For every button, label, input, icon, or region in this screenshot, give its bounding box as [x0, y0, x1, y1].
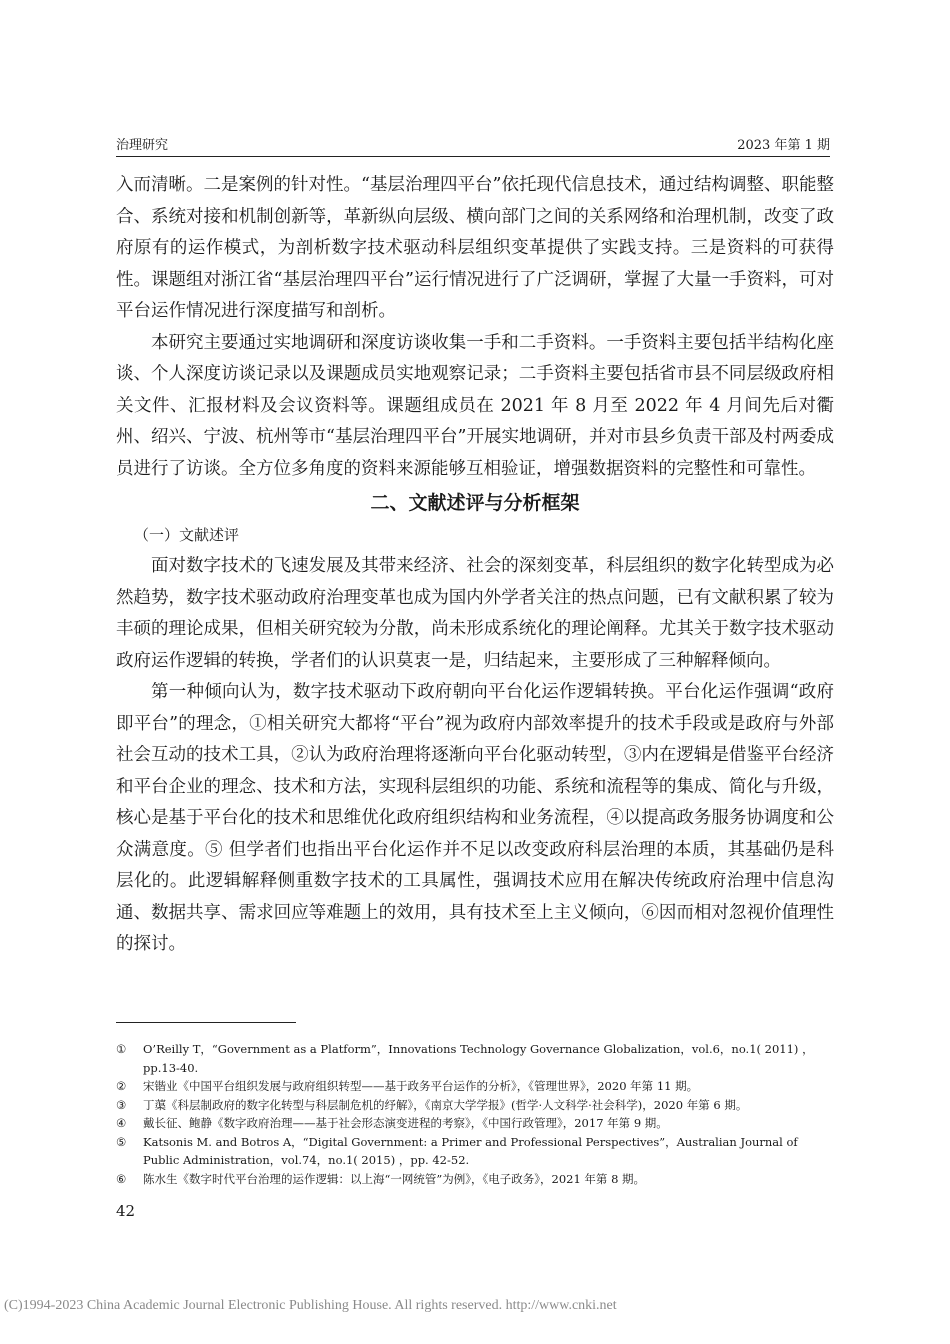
main-text	[116, 170, 834, 961]
footnote-number: ⑤	[116, 1134, 127, 1149]
footnote-text: Katsonis M. and Botros A，“Digital Government: a Primer and Professional Perspectives”，Australian Journal of Public Administration，vol.74，no.1( 2015) ，pp. 42-52.	[143, 1134, 798, 1167]
paragraph: 本研究主要通过实地调研和深度访谈收集一手和二手资料。一手资料主要包括半结构化座谈、个人深度访谈记录以及课题成员实地观察记录；二手资料主要包括省市县不同层级政府相关文件、汇报材料及会议资料等。课题组成员在 2021 年 8 月至 2022 年 4 月间先后对衢州、绍兴、宁波、杭州等市“基层治理四平台”开展实地调研，并对市县乡负责干部及村两委成员进行了访谈。全方位多角度的资料来源能够互相验证，增强数据资料的完整性和可靠性。	[116, 332, 834, 479]
subsection-heading: （一）文献述评	[134, 525, 240, 544]
journal-name: 治理研究	[116, 138, 169, 153]
paragraph: 第一种倾向认为，数字技术驱动下政府朝向平台化运作逻辑转换。平台化运作强调“政府即平台”的理念，①相关研究大都将“平台”视为政府内部效率提升的技术手段或是政府与外部社会互动的技术工具，②认为政府治理将逐渐向平台化驱动转型，③内在逻辑是借鉴平台经济和平台企业的理念、技术和方法，实现科层组织的功能、系统和流程等的集成、简化与升级，核心是基于平台化的技术和思维优化政府组织结构和业务流程，④以提高政务服务协调度和公众满意度。⑤ 但学者们也指出平台化运作并不足以改变政府科层治理的本质，其基础仍是科层化的。此逻辑解释侧重数字技术的工具属性，强调技术应用在解决传统政府治理中信息沟通、数据共享、需求回应等难题上的效用，具有技术至上主义倾向，⑥因而相对忽视价值理性的探讨。	[116, 682, 834, 954]
footnote-rule	[116, 1022, 296, 1023]
footnotes	[116, 1040, 834, 1188]
header-rule	[116, 156, 830, 157]
paragraph: 入而清晰。二是案例的针对性。“基层治理四平台”依托现代信息技术，通过结构调整、职能整合、系统对接和机制创新等，革新纵向层级、横向部门之间的关系网络和治理机制，改变了政府原有的运作模式，为剖析数字技术驱动科层组织变革提供了实践支持。三是资料的可获得性。课题组对浙江省“基层治理四平台”运行情况进行了广泛调研，掌握了大量一手资料，可对平台运作情况进行深度描写和剖析。	[116, 175, 834, 321]
footnote	[116, 1096, 834, 1115]
footnote-number: ①	[116, 1042, 127, 1056]
page-number: 42	[116, 1202, 136, 1220]
footnote-number: ④	[116, 1116, 127, 1130]
footnote-number: ③	[116, 1097, 127, 1112]
footnote	[116, 1077, 834, 1096]
footnote-text: O’Reilly T，“Government as a Platform”，Innovations Technology Governance Globalization，vol.6，no.1( 2011) ，pp.13-40.	[143, 1042, 814, 1075]
footnote-number: ⑥	[116, 1171, 127, 1186]
section-heading: 二、文献述评与分析框架	[370, 492, 580, 514]
footnote-number: ②	[116, 1079, 127, 1093]
footnote	[116, 1114, 834, 1133]
footnote	[116, 1170, 834, 1189]
paragraph: 面对数字技术的飞速发展及其带来经济、社会的深刻变革，科层组织的数字化转型成为必然趋势，数字技术驱动政府治理变革也成为国内外学者关注的热点问题，已有文献积累了较为丰硕的理论成果，但相关研究较为分散，尚未形成系统化的理论阐释。尤其关于数字技术驱动政府运作逻辑的转换，学者们的认识莫衷一是，归结起来，主要形成了三种解释倾向。	[116, 556, 834, 671]
footnote	[116, 1040, 834, 1077]
footnote-text: 戴长征、鲍静《数字政府治理——基于社会形态演变进程的考察》，《中国行政管理》，2017 年第 9 期。	[143, 1116, 668, 1130]
copyright-notice: (C)1994-2023 China Academic Journal Electronic Publishing House. All rights reserved. http://www.cnki.net	[4, 1298, 617, 1313]
footnote	[116, 1133, 834, 1170]
issue-label: 2023 年第 1 期	[737, 138, 830, 153]
footnote-text: 陈水生《数字时代平台治理的运作逻辑：以上海“一网统管”为例》，《电子政务》，2021 年第 8 期。	[143, 1171, 646, 1186]
running-header	[116, 134, 830, 156]
footnote-text: 宋锴业《中国平台组织发展与政府组织转型——基于政务平台运作的分析》，《管理世界》，2020 年第 11 期。	[143, 1079, 699, 1093]
footnote-text: 丁蕖《科层制政府的数字化转型与科层制危机的纾解》，《南京大学学报》(哲学·人文科学·社会科学)，2020 年第 6 期。	[143, 1097, 748, 1112]
